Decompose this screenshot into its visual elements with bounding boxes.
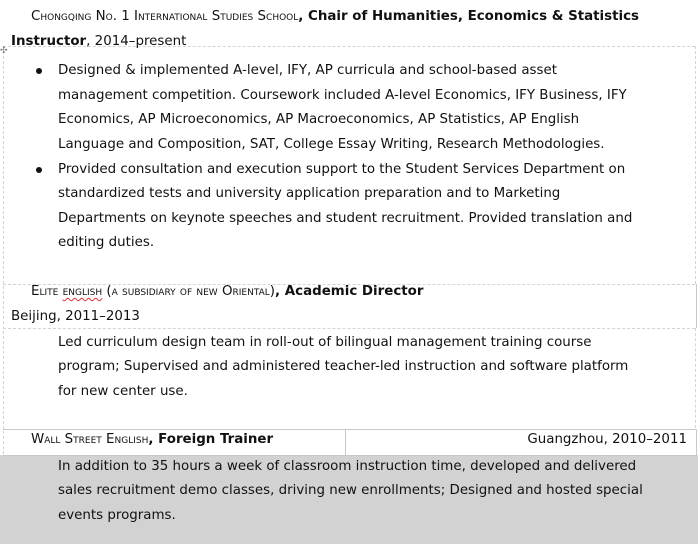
bullet-text-line: standardized tests and university application preparation and to Marketing xyxy=(58,186,561,201)
table-row-divider xyxy=(3,328,695,329)
bullet-text-line: Provided consultation and execution support to the Student Services Department on xyxy=(58,162,626,177)
table-cell-divider xyxy=(345,429,346,455)
entry-3-text-line: events programs. xyxy=(58,508,176,523)
bullet-text-line: Language and Composition, SAT, College Essay Writing, Research Methodologies. xyxy=(58,137,605,152)
bullet-icon xyxy=(36,167,42,173)
spellcheck-squiggle[interactable]: english xyxy=(62,284,103,299)
table-border-right-2 xyxy=(696,284,697,328)
entry-1-role-cont: Instructor xyxy=(11,34,87,49)
bullet-text-line: management competition. Coursework included A-level Economics, IFY Business, IFY xyxy=(58,88,627,103)
entry-2-text-line: program; Supervised and administered teacher-led instruction and software platform xyxy=(58,359,629,374)
entry-1-header-cont xyxy=(11,34,186,49)
entry-3-header: Wall Street English, Foreign Trainer xyxy=(31,432,274,447)
entry-1-period: , 2014–present xyxy=(86,34,187,49)
table-border-left xyxy=(3,46,4,544)
entry-2-role: Academic Director xyxy=(284,284,424,299)
entry-2-text-line: Led curriculum design team in roll-out of bilingual management training course xyxy=(58,335,592,350)
bullet-icon xyxy=(36,68,42,74)
bullet-text-line: editing duties. xyxy=(58,235,155,250)
table-border-right-4 xyxy=(696,429,697,455)
entry-3-org: Wall Street English xyxy=(31,432,149,447)
table-border-right xyxy=(695,46,696,284)
bullet-text-line: Designed & implemented A-level, IFY, AP curricula and school-based asset xyxy=(58,63,557,78)
entry-2-header: Elite english (a subsidiary of new Oriental), Academic Director xyxy=(31,284,424,299)
table-border-right-3 xyxy=(695,328,696,428)
entry-1-role: Chair of Humanities, Economics & Statistics xyxy=(308,9,640,24)
entry-2-text-line: for new center use. xyxy=(58,384,188,399)
table-move-handle-icon[interactable]: ✣ xyxy=(0,46,8,56)
entry-3-location-period: Guangzhou, 2010–2011 xyxy=(527,432,687,447)
entry-3-text-line: In addition to 35 hours a week of classroom instruction time, developed and delivered xyxy=(58,459,637,474)
entry-3-role: Foreign Trainer xyxy=(158,432,274,447)
entry-1-header: Chongqing No. 1 International Studies School, Chair of Humanities, Economics & Statistics xyxy=(31,9,640,24)
entry-2-org: Elite english (a subsidiary of new Oriental) xyxy=(31,284,276,299)
entry-1-org: Chongqing No. 1 International Studies School xyxy=(31,9,299,24)
bullet-text-line: Economics, AP Microeconomics, AP Macroeconomics, AP Statistics, AP English xyxy=(58,112,580,127)
entry-3-text-line: sales recruitment demo classes, driving new enrollments; Designed and hosted special xyxy=(58,483,643,498)
bullet-text-line: Departments on keynote speeches and student recruitment. Provided translation and xyxy=(58,211,633,226)
entry-2-location-period: Beijing, 2011–2013 xyxy=(11,309,140,324)
table-row-divider xyxy=(3,429,697,430)
